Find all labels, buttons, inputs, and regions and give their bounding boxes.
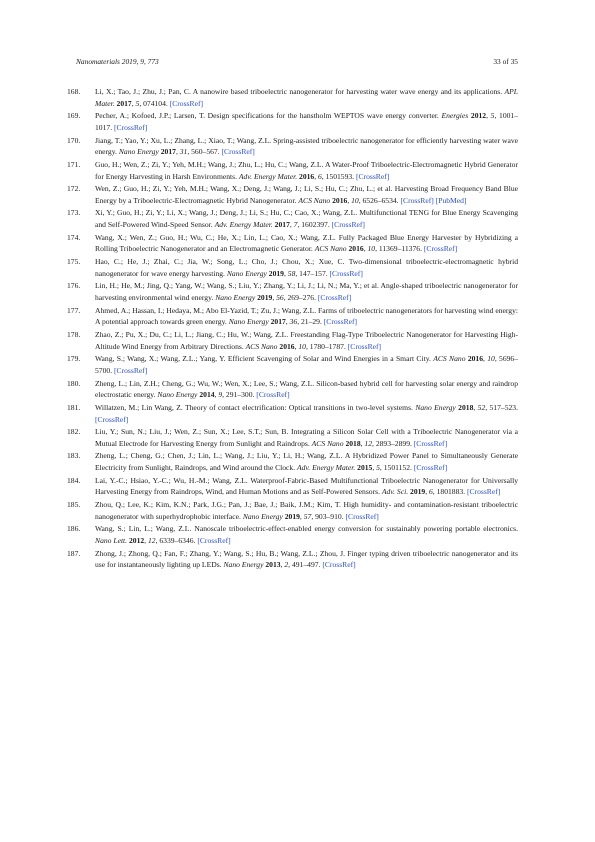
reference-text: Pecher, A.; Kofoed, J.P.; Larsen, T. Design specifications for the hanstholm WEPTOS wave energy converter. (95, 111, 442, 121)
reference-text: Zheng, L.; Cheng, G.; Chen, J.; Lin, L.; Wang, J.; Liu, Y.; Li, H.; Wang, Z.L. A Hybridized Power Panel to Simultaneously Generate Electricity from Sunlight, Raindrops, and Wind around the Clock. (95, 451, 518, 473)
reference-number: 187. (67, 548, 81, 558)
reference-year: 2017 (160, 147, 176, 157)
reference-number: 181. (67, 402, 81, 412)
reference-item (67, 426, 518, 449)
reference-item (67, 232, 518, 255)
reference-item (67, 450, 518, 473)
reference-text: , 903–910. (311, 511, 346, 521)
reference-journal: Nano Lett. (95, 536, 128, 546)
reference-journal: Nano Energy (242, 511, 283, 521)
crossref-link[interactable]: [CrossRef] (400, 195, 434, 205)
reference-year: 2017 (270, 317, 286, 327)
reference-text: Lin, H.; He, M.; Jing, Q.; Yang, W.; Wang, S.; Liu, Y.; Zhang, Y.; Li, J.; Li, N.; Ma, Y.; et al. Angle-shaped triboelectric nanogenerator for harvesting environmental wind energy. (95, 281, 518, 303)
reference-item (67, 402, 518, 425)
reference-item (67, 110, 519, 133)
reference-year: 2016 (279, 341, 295, 351)
reference-journal: ACS Nano (311, 438, 344, 448)
reference-year: 2013 (265, 560, 281, 570)
reference-text: , 21–29. (297, 317, 324, 327)
reference-text: , (272, 293, 277, 303)
reference-journal: 36 (289, 317, 298, 327)
crossref-link[interactable]: [CrossRef] (466, 487, 501, 497)
reference-text: , 6339–6346. (155, 536, 198, 546)
crossref-link[interactable]: [CrossRef] (345, 511, 379, 521)
reference-text: , 1501593. (321, 171, 356, 181)
reference-number: 178. (67, 329, 81, 339)
reference-text: Zhou, Q.; Lee, K.; Kim, K.N.; Park, J.G.; Pan, J.; Bae, J.; Baik, J.M.; Kim, T. High humidity- and contamination-resistant triboelectric nanogenerator with superhydrophobic interface. (95, 500, 518, 521)
reference-item (67, 378, 518, 401)
reference-journal: 2 (284, 560, 289, 570)
reference-item (67, 207, 518, 230)
reference-text: , 1780–1787. (305, 341, 348, 351)
reference-journal: Adv. Energy Mater. (297, 463, 356, 473)
page-header (76, 57, 518, 66)
reference-journal: Nano Energy (228, 317, 269, 327)
reference-text: , (283, 268, 288, 278)
reference-year: 2019 (257, 293, 273, 303)
reference-number: 172. (67, 184, 81, 194)
reference-item (67, 183, 518, 206)
reference-item (67, 329, 518, 352)
reference-text: , 560–567. (187, 147, 222, 157)
crossref-link[interactable]: [CrossRef] (323, 317, 358, 327)
crossref-link[interactable]: [CrossRef] (256, 390, 290, 400)
reference-text: , 2893–2899. (372, 438, 414, 448)
reference-item (67, 280, 518, 303)
reference-year: 2012 (470, 111, 487, 121)
reference-text: , (289, 220, 294, 230)
crossref-link[interactable]: [CrossRef] (317, 293, 352, 303)
pubmed-link[interactable]: [PubMed] (435, 195, 467, 205)
reference-text: , (360, 438, 365, 448)
crossref-link[interactable]: [CrossRef] (329, 268, 363, 278)
reference-item (67, 86, 518, 109)
reference-text: , 491–497. (288, 560, 323, 570)
reference-text: , (280, 560, 285, 570)
reference-journal: ACS Nano (433, 354, 466, 364)
reference-item (67, 353, 519, 376)
reference-year: 2017 (274, 220, 290, 230)
reference-text: , (294, 341, 299, 351)
reference-number: 169. (67, 111, 81, 121)
reference-number: 179. (67, 354, 81, 364)
reference-number: 185. (67, 500, 81, 510)
reference-journal: 56 (276, 293, 284, 303)
crossref-link[interactable]: [CrossRef] (413, 438, 448, 448)
reference-text: , (214, 390, 219, 400)
reference-journal: Nano Energy (215, 293, 256, 303)
reference-text: Wen, Z.; Guo, H.; Zi, Y.; Yeh, M.H.; Wang, X.; Deng, J.; Wang, J.; Li, S.; Hu, C.; Zhu, L.; et al. Harvesting Broad Frequency Band Blue Energy by a Triboelectric-Electromagnetic Hybrid Nanogenerator. (95, 184, 518, 205)
reference-year: 2016 (467, 354, 484, 364)
reference-text: , (131, 98, 136, 108)
reference-journal: Adv. Sci. (381, 487, 409, 497)
reference-journal: 57 (303, 511, 312, 521)
reference-text: , (372, 463, 377, 473)
crossref-link[interactable]: [CrossRef] (113, 123, 148, 132)
reference-text: Guo, H.; Wen, Z.; Zi, Y.; Yeh, M.H.; Wang, J.; Zhu, L.; Hu, C.; Wang, Z.L. A Water-Proof Triboelectric-Electromagnetic Hybrid Generator for Energy Harvesting in Harsh Environments. (95, 159, 518, 181)
reference-text: Ahmed, A.; Hassan, I.; Hedaya, M.; Abo El-Yazid, T.; Zu, J.; Wang, Z.L. Farms of triboelectric nanogenerators for harvesting wind energy: A potential approach towards green energy. (95, 305, 519, 327)
page-number: 33 of 35 (493, 57, 518, 66)
reference-journal: Nano Energy (415, 402, 456, 412)
reference-text: Xi, Y.; Guo, H.; Zi, Y.; Li, X.; Wang, J.; Deng, J.; Li, S.; Hu, C.; Cao, X.; Wang, Z.L. Multifunctional TENG for Blue Energy Scavenging and Self-Powered Wind-Speed Sensor. (95, 208, 518, 230)
crossref-link[interactable]: [CrossRef] (331, 220, 365, 230)
reference-text: , 5696–5700. (95, 354, 519, 375)
reference-journal: 10 (487, 354, 495, 364)
reference-year: 2019 (284, 511, 300, 521)
reference-journal: Adv. Energy Mater. (214, 220, 273, 230)
reference-text: , (363, 244, 368, 254)
reference-journal: Nano Energy (157, 390, 198, 400)
running-head (76, 57, 159, 66)
reference-year: 2018 (345, 438, 361, 448)
crossref-link[interactable]: [CrossRef] (423, 244, 458, 254)
crossref-link[interactable]: [CrossRef] (221, 147, 255, 157)
reference-text: Zhao, Z.; Pu, X.; Du, C.; Li, L.; Jiang, C.; Hu, W.; Wang, Z.L. Freestanding Flag-Type Triboelectric Nanogenerator for Harvesting High-Altitude Wind Energy from Arbitrary Directions. (95, 329, 518, 351)
reference-text: Zheng, L.; Lin, Z.H.; Cheng, G.; Wu, W.; Wen, X.; Lee, S.; Wang, Z.L. Silicon-based hybrid cell for harvesting solar energy and raindrop electrostatic energy. (95, 378, 518, 400)
reference-year: 2016 (348, 244, 364, 254)
reference-text: , (299, 511, 304, 521)
reference-journal: 12 (147, 536, 156, 546)
reference-year: 2017 (116, 98, 132, 108)
reference-number: 184. (67, 475, 81, 485)
crossref-link[interactable]: [CrossRef] (169, 98, 204, 108)
reference-year: 2015 (357, 463, 373, 473)
reference-item (67, 548, 518, 571)
crossref-link[interactable]: [CrossRef] (95, 414, 129, 424)
reference-journal: 5 (135, 98, 140, 108)
reference-number: 173. (67, 208, 81, 218)
reference-item (67, 305, 519, 328)
reference-item (67, 159, 518, 182)
crossref-link[interactable]: [CrossRef] (413, 463, 448, 473)
reference-number: 182. (67, 427, 81, 437)
reference-number: 180. (67, 378, 81, 388)
reference-journal: Adv. Energy Mater. (238, 171, 298, 181)
reference-journal: 10 (367, 244, 376, 254)
reference-journal: ACS Nano (314, 244, 347, 254)
reference-journal: ACS Nano (298, 195, 331, 205)
reference-journal: 12 (364, 438, 373, 448)
reference-text: , 1001–1017. (95, 111, 519, 132)
reference-text: , 11369–11376. (375, 244, 424, 254)
reference-journal: 31 (179, 147, 188, 157)
reference-text: Willatzen, M.; Lin Wang, Z. Theory of contact electrification: Optical transitions in two-level systems. (95, 402, 416, 412)
reference-journal: 9 (218, 390, 223, 400)
reference-text: , (175, 147, 180, 157)
reference-number: 186. (67, 524, 81, 534)
reference-journal: 58 (287, 268, 296, 278)
reference-journal: 10 (351, 195, 359, 205)
reference-text: , 1602397. (297, 220, 332, 230)
reference-text: , (347, 195, 352, 205)
reference-journal: APL Mater. (95, 87, 518, 108)
reference-text: Hao, C.; He, J.; Zhai, C.; Jia, W.; Song, L.; Cho, J.; Chou, X.; Xue, C. Two-dimensional triboelectric-electromagnetic hybrid nanogenerator for wave energy harvesting. (95, 257, 518, 278)
reference-number: 168. (67, 87, 81, 96)
reference-text: , 6526–6534. (358, 195, 401, 205)
reference-text: Wang, S.; Wang, X.; Wang, Z.L.; Yang, Y. Efficient Scavenging of Solar and Wind Energies in a Smart City. (95, 354, 434, 364)
reference-text: , (486, 111, 491, 121)
reference-journal: 6 (318, 171, 322, 181)
reference-text: , (285, 317, 290, 327)
reference-list (67, 86, 519, 572)
reference-journal: 10 (298, 341, 306, 351)
reference-text: Liu, Y.; Sun, N.; Liu, J.; Wen, Z.; Sun, X.; Lee, S.T.; Sun, B. Integrating a Silicon Solar Cell with a Triboelectric Nanogenerator via a Mutual Electrode for Harvesting Energy from Sunlight and Raindrops. (95, 427, 518, 448)
reference-year: 2019 (268, 268, 284, 278)
crossref-link[interactable]: [CrossRef] (347, 341, 382, 351)
reference-journal: Energies (441, 111, 469, 121)
reference-text: Li, X.; Tao, J.; Zhu, J.; Pan, C. A nanowire based triboelectric nanogenerator for harvesting water wave energy and its applications. (95, 87, 505, 96)
reference-journal: Nano Energy (226, 268, 267, 278)
reference-journal: Nano Energy (118, 147, 159, 157)
reference-journal: 5 (490, 111, 495, 121)
reference-item (67, 256, 518, 279)
reference-number: 175. (67, 257, 81, 267)
reference-item (67, 523, 518, 546)
reference-text: Jiang, T.; Yao, Y.; Xu, L.; Zhang, L.; Xiao, T.; Wang, Z.L. Spring-assisted triboelectric nanogenerator for efficiently harvesting water wave energy. (95, 135, 518, 157)
reference-number: 176. (67, 281, 81, 291)
reference-year: 2018 (458, 402, 474, 412)
reference-year: 2012 (128, 536, 145, 546)
reference-text: , 517–523. (485, 402, 518, 412)
reference-text: Zhong, J.; Zhong, Q.; Fan, F.; Zhang, Y.; Wang, S.; Hu, B.; Wang, Z.L.; Zhou, J. Finger typing driven triboelectric nanogenerator and its use for instantaneously lighting up LEDs. (95, 548, 518, 570)
reference-year: 2016 (299, 171, 315, 181)
reference-text: Lai, Y.-C.; Hsiao, Y.-C.; Wu, H.-M.; Wang, Z.L. Waterproof-Fabric-Based Multifunctional Triboelectric Nanogenerator for Universally Harvesting Energy from Raindrops, Wind, and Human Motions and as Self-Powered Sensors. (95, 475, 518, 497)
reference-text: , (314, 171, 318, 181)
reference-journal: Nano Energy (223, 560, 264, 570)
reference-text: , 1801883. (432, 487, 467, 497)
reference-text: , 074104. (139, 98, 170, 108)
reference-number: 174. (67, 232, 81, 242)
reference-journal: 6 (429, 487, 433, 497)
crossref-link[interactable]: [CrossRef] (197, 536, 231, 546)
reference-number: 171. (67, 159, 81, 169)
reference-text: , 147–157. (295, 268, 330, 278)
reference-journal: 5 (376, 463, 380, 473)
reference-year: 2014 (199, 390, 215, 400)
reference-text: , (144, 536, 148, 546)
reference-year: 2019 (410, 487, 426, 497)
reference-text: Wang, S.; Lin, L.; Wang, Z.L. Nanoscale triboelectric-effect-enabled energy conversion for sustainably powering portable electronics. (95, 524, 518, 534)
reference-item (67, 475, 518, 498)
reference-journal: 52 (477, 402, 486, 412)
reference-item (67, 499, 518, 522)
reference-number: 170. (67, 135, 81, 145)
reference-text: , 1501152. (379, 463, 414, 473)
crossref-link[interactable]: [CrossRef] (322, 560, 356, 570)
citation-info: 2019, 9, 773 (119, 57, 159, 66)
reference-text: , (425, 487, 429, 497)
reference-text: , (473, 402, 478, 412)
reference-item (67, 135, 518, 158)
reference-text: , (483, 354, 488, 364)
reference-journal: ACS Nano (245, 341, 278, 351)
crossref-link[interactable]: [CrossRef] (355, 171, 390, 181)
reference-text: , 269–276. (283, 293, 318, 303)
crossref-link[interactable]: [CrossRef] (113, 365, 148, 375)
journal-name: Nanomaterials (76, 57, 120, 66)
reference-number: 183. (67, 451, 81, 461)
reference-text: Wang, X.; Wen, Z.; Guo, H.; Wu, C.; He, X.; Lin, L.; Cao, X.; Wang, Z.L. Fully Packaged Blue Energy Harvester by Hybridizing a Rolling Triboelectric Nanogenerator and an Electromagnetic Generator. (95, 232, 518, 254)
reference-number: 177. (67, 305, 81, 315)
reference-year: 2016 (332, 195, 348, 205)
reference-journal: 7 (293, 220, 298, 230)
reference-text: , 291–300. (222, 390, 257, 400)
